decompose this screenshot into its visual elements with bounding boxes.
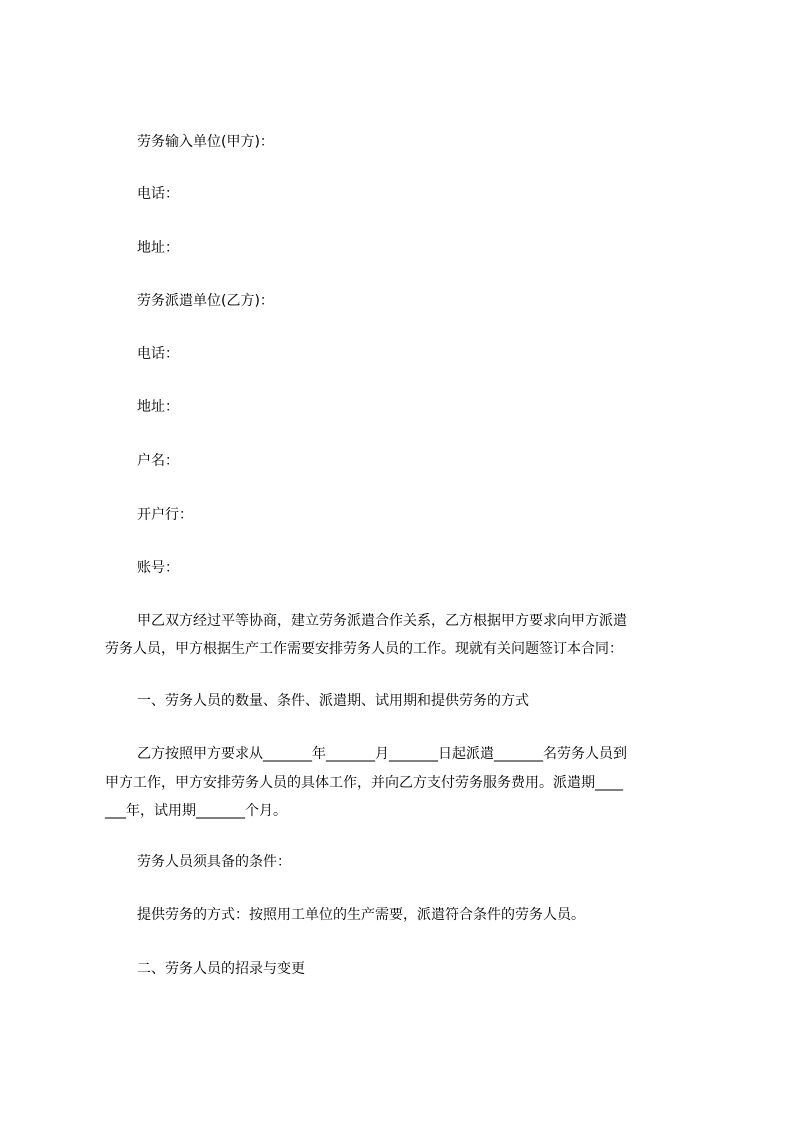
party-b-label: 劳务派遣单位(乙方)：	[137, 293, 274, 309]
section-1-body-line-3: ___年，试用期_______个月。	[105, 803, 287, 819]
party-a-phone-label: 电话：	[137, 186, 179, 202]
party-b-account-number-label: 账号：	[137, 560, 179, 576]
section-2-heading: 二、劳务人员的招录与变更	[137, 961, 305, 977]
party-a-label: 劳务输入单位(甲方)：	[137, 134, 274, 150]
section-1-body-line-1: 乙方按照甲方要求从_______年_______月_______日起派遣_______名劳务人员到	[137, 746, 627, 762]
section-1-heading: 一、劳务人员的数量、条件、派遣期、试用期和提供劳务的方式	[137, 693, 529, 709]
section-1-body-line-2: 甲方工作，甲方安排劳务人员的具体工作，并向乙方支付劳务服务费用。派遣期____	[105, 775, 623, 791]
party-b-account-name-label: 户名：	[137, 453, 179, 469]
intro-paragraph-line-1: 甲乙双方经过平等协商，建立劳务派遣合作关系，乙方根据甲方要求向甲方派遣	[137, 613, 627, 629]
party-b-phone-label: 电话：	[137, 346, 179, 362]
party-b-bank-label: 开户行：	[137, 507, 193, 523]
intro-paragraph-line-2: 劳务人员，甲方根据生产工作需要安排劳务人员的工作。现就有关问题签订本合同：	[105, 641, 623, 657]
conditions-label: 劳务人员须具备的条件：	[137, 854, 291, 870]
party-b-address-label: 地址：	[137, 399, 179, 415]
service-method-text: 提供劳务的方式：按照用工单位的生产需要，派遣符合条件的劳务人员。	[137, 907, 585, 923]
party-a-address-label: 地址：	[137, 240, 179, 256]
